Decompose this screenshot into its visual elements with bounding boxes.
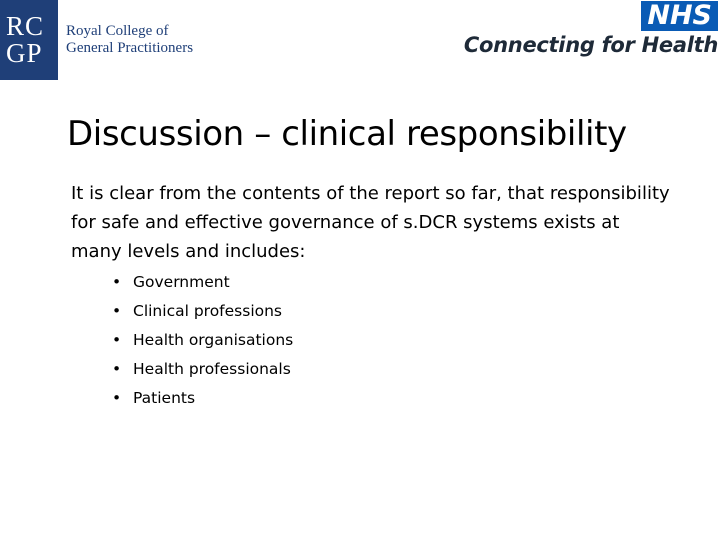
slide-title: Discussion – clinical responsibility	[67, 114, 627, 154]
rcgp-logo	[0, 0, 193, 80]
bullet-text: Clinical professions	[133, 302, 283, 320]
bullet-text: Government	[133, 273, 230, 291]
cfh-tagline: Connecting for Health	[463, 33, 718, 57]
rcgp-name	[66, 23, 193, 57]
rcgp-monogram	[0, 0, 58, 80]
bullet-list	[112, 268, 293, 413]
bullet-item	[112, 297, 293, 326]
rcgp-name-line2: General Practitioners	[66, 40, 194, 56]
rcgp-monogram-line2: GP	[6, 38, 43, 68]
bullet-item	[112, 355, 293, 384]
bullet-text: Health organisations	[133, 331, 294, 349]
bullet-text: Patients	[133, 389, 196, 407]
rcgp-monogram-line1: RC	[6, 11, 45, 41]
bullet-icon: •	[112, 331, 122, 349]
bullet-icon: •	[112, 302, 122, 320]
bullet-icon: •	[112, 273, 122, 291]
rcgp-name-line1: Royal College of	[66, 23, 169, 39]
body-paragraph: It is clear from the contents of the report so far, that responsibility for safe and effective governance of s.DCR systems exists at many levels and includes:	[71, 183, 670, 262]
bullet-item	[112, 326, 293, 355]
bullet-text: Health professionals	[133, 360, 291, 378]
bullet-icon: •	[112, 360, 122, 378]
nhs-cfh-logo	[463, 0, 720, 70]
bullet-item	[112, 268, 293, 297]
bullet-item	[112, 384, 293, 413]
bullet-icon: •	[112, 389, 122, 407]
nhs-badge: NHS	[641, 1, 718, 31]
